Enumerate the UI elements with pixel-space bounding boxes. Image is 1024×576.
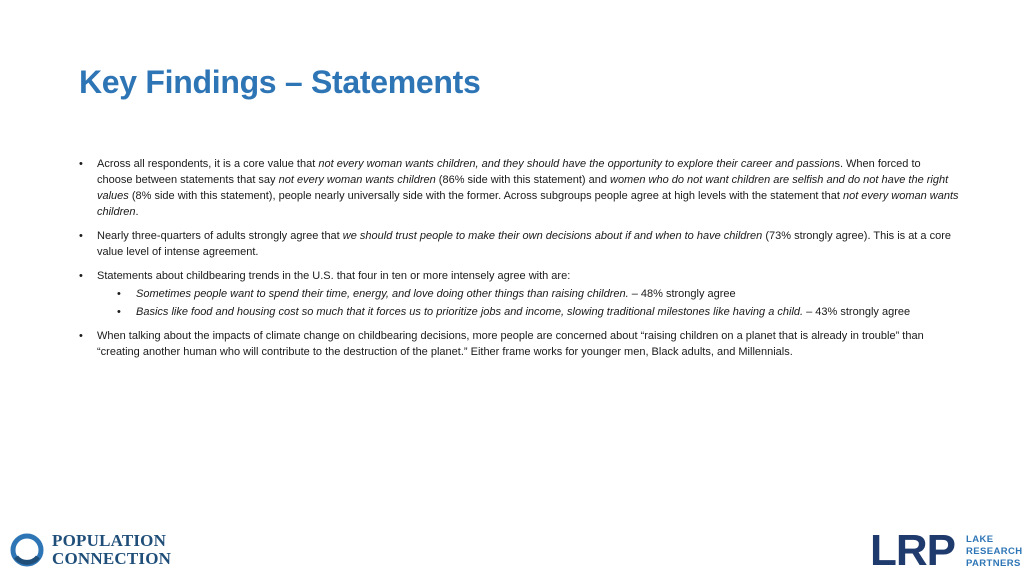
finding-text (97, 228, 959, 260)
text-run: Statements about childbearing trends in the U.S. that four in ten or more intensely agree with are: (97, 270, 571, 282)
finding-text (97, 268, 959, 284)
finding-bullet (79, 268, 959, 320)
text-run: (8% side with this statement), people nearly universally side with the former. Across subgroups people agree at high levels with the statement that (128, 190, 843, 202)
text-run: (73% strongly agree). This is at a core value level of intense agreement. (97, 230, 951, 258)
finding-bullet (79, 156, 959, 220)
text-run: Nearly three-quarters of adults strongly agree that (97, 230, 343, 242)
italic-statement: not every woman wants children (278, 174, 436, 186)
italic-statement: Basics like food and housing cost so much that it forces us to prioritize jobs and income, slowing traditional milestones like having a child. (136, 306, 804, 318)
text-run: – 43% strongly agree (803, 306, 911, 318)
text-run: When talking about the impacts of climate change on childbearing decisions, more people are concerned about “raising children on a planet that is already in trouble” than “creating another human who will contribute to the destruction of the planet.” Either frame works for younger men, Black adults, and Millennials. (97, 330, 924, 358)
lrp-word-partners: PARTNERS (966, 558, 1021, 569)
lake-research-partners-logo (870, 526, 1023, 575)
lrp-letters: LRP (870, 526, 955, 575)
italic-statement: not every woman wants children, and they should have the opportunity to explore their career and passion (318, 158, 835, 170)
lrp-word-lake: LAKE (966, 534, 994, 545)
population-connection-line2: CONNECTION (52, 549, 172, 568)
population-connection-ring-icon (8, 531, 46, 569)
finding-bullet (79, 328, 959, 360)
finding-bullet (79, 228, 959, 260)
text-run: Across all respondents, it is a core value that (97, 158, 319, 170)
finding-sub-bullet (115, 304, 959, 320)
population-connection-line1: POPULATION (52, 531, 167, 550)
slide-title: Key Findings – Statements (79, 64, 481, 100)
italic-statement: women who do not want children are selfish and do not have the right values (97, 174, 949, 202)
italic-statement: we should trust people to make their own decisions about if and when to have children (342, 230, 763, 242)
text-run: (86% side with this statement) and (435, 174, 610, 186)
findings-list (79, 156, 959, 368)
text-run: s. When forced to choose between statements that say (97, 158, 921, 186)
lrp-word-research: RESEARCH (966, 546, 1023, 557)
finding-sub-bullet (115, 286, 959, 302)
italic-statement: not every woman wants children (97, 190, 959, 218)
italic-statement: Sometimes people want to spend their time, energy, and love doing other things than raising children. (136, 288, 629, 300)
finding-text (97, 156, 959, 220)
finding-text (97, 328, 959, 360)
text-run: . (135, 206, 139, 218)
text-run: – 48% strongly agree (628, 288, 736, 300)
population-connection-logo (8, 528, 198, 572)
